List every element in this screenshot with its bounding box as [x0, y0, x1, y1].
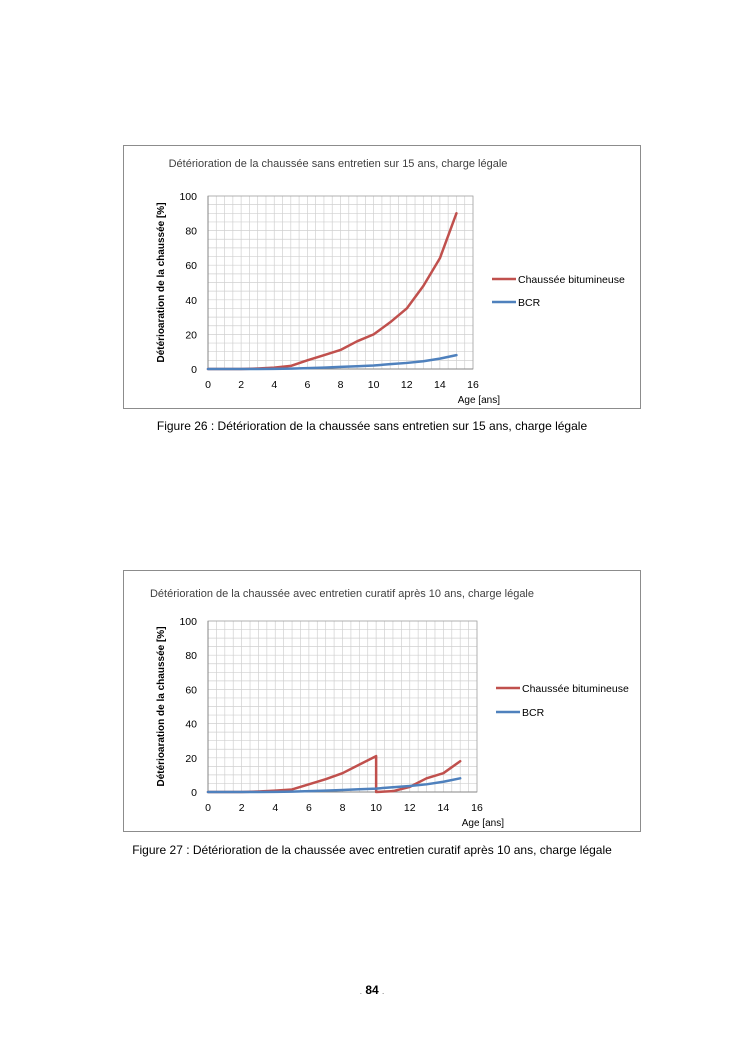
grid-lines — [208, 196, 473, 369]
x-tick-label: 16 — [467, 379, 479, 391]
x-tick-label: 2 — [238, 379, 245, 391]
y-tick-label: 40 — [185, 718, 197, 731]
x-tick-label: 14 — [434, 379, 446, 391]
x-tick-label: 4 — [271, 379, 278, 391]
legend-label-bcr: BCR — [522, 707, 545, 719]
x-tick-label: 0 — [205, 379, 211, 391]
x-tick-label: 12 — [400, 379, 413, 391]
y-tick-label: 60 — [185, 260, 197, 273]
x-tick-label: 12 — [403, 802, 416, 814]
grid-lines — [208, 621, 477, 792]
page-number-value: 84 — [365, 983, 379, 997]
chart-2-svg — [124, 571, 642, 833]
y-tick-label: 40 — [185, 294, 197, 307]
x-tick-label: 8 — [339, 802, 346, 814]
x-tick-label: 14 — [437, 802, 450, 814]
x-tick-label: 16 — [471, 802, 483, 814]
legend-label-bcr: BCR — [518, 297, 541, 309]
x-tick-label: 10 — [367, 379, 380, 391]
y-tick-label: 20 — [185, 752, 197, 765]
figure-27-caption: Figure 27 : Détérioration de la chaussée avec entretien curatif après 10 ans, charge légale — [132, 843, 612, 857]
chart-1-svg — [124, 146, 642, 410]
legend-label-bitumineuse: Chaussée bitumineuse — [522, 683, 629, 695]
chart-title: Détérioration de la chaussée avec entretien curatif après 10 ans, charge légale — [149, 588, 535, 600]
chart-1-frame — [123, 145, 641, 409]
page-number: . 84 . — [359, 983, 385, 997]
x-tick-label: 6 — [305, 802, 312, 814]
y-tick-label: 0 — [191, 787, 197, 799]
x-tick-label: 10 — [370, 802, 382, 814]
x-axis-label: Age [ans] — [461, 818, 504, 829]
x-tick-label: 8 — [337, 379, 344, 391]
figure-26-caption: Figure 26 : Détérioration de la chaussée sans entretien sur 15 ans, charge légale — [156, 419, 588, 433]
y-tick-label: 80 — [185, 650, 197, 663]
y-tick-label: 100 — [179, 191, 197, 203]
y-axis-label: Détérioaration de la chaussée [%] — [156, 626, 167, 787]
y-tick-label: 80 — [185, 225, 197, 238]
y-tick-label: 20 — [185, 329, 197, 342]
y-axis-label: Détérioaration de la chaussée [%] — [156, 202, 167, 363]
y-tick-label: 60 — [185, 684, 197, 697]
x-tick-label: 2 — [238, 802, 245, 814]
x-tick-label: 0 — [205, 802, 211, 814]
chart-title: Détérioration de la chaussée sans entretien sur 15 ans, charge légale — [168, 158, 508, 170]
x-axis-label: Age [ans] — [457, 395, 500, 406]
chart-2-frame — [123, 570, 641, 832]
x-tick-label: 6 — [304, 379, 311, 391]
y-tick-label: 100 — [179, 616, 197, 628]
legend-label-bitumineuse: Chaussée bitumineuse — [518, 274, 625, 286]
x-tick-label: 4 — [272, 802, 279, 814]
y-tick-label: 0 — [191, 364, 197, 376]
